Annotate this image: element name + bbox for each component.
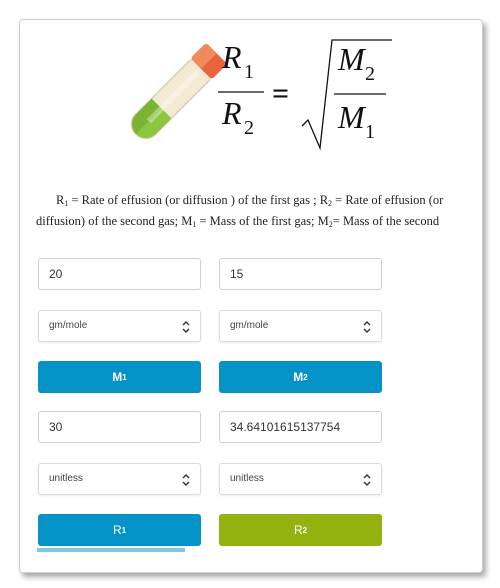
- chevron-up-down-icon: [181, 320, 191, 334]
- description-line-2: diffusion) of the second gas; $M_1$ = Mass of the first gas; $M_2=$ Mass of the second: [36, 214, 440, 229]
- m1-input[interactable]: [39, 259, 200, 289]
- m1-unit-value: gm/mole: [49, 320, 88, 331]
- variable-description: [20, 190, 482, 234]
- chevron-up-down-icon: [181, 473, 191, 487]
- chevron-up-down-icon: [362, 320, 372, 334]
- test-tube-icon: [125, 43, 227, 145]
- r2-input-field[interactable]: [219, 411, 382, 443]
- formula-r-numerator: R: [222, 39, 242, 75]
- formula-r-denominator-sub: 2: [244, 117, 254, 139]
- m2-button[interactable]: M 2: [219, 361, 382, 393]
- formula-header: [20, 20, 482, 180]
- r2-unit-value: unitless: [230, 473, 264, 484]
- formula-equals: =: [272, 77, 290, 110]
- r1-unit-select[interactable]: [38, 463, 201, 495]
- formula-m-denominator-sub: 1: [365, 121, 375, 143]
- r2-unit-select[interactable]: [219, 463, 382, 495]
- m2-unit-select[interactable]: [219, 310, 382, 342]
- chevron-up-down-icon: [362, 473, 372, 487]
- m2-unit-value: gm/mole: [230, 320, 269, 331]
- r1-unit-value: unitless: [49, 473, 83, 484]
- formula-m-denominator: M: [338, 99, 365, 135]
- r2-input[interactable]: [220, 412, 381, 442]
- formula-r-denominator: R: [222, 95, 242, 131]
- r1-input[interactable]: [39, 412, 200, 442]
- r1-button[interactable]: R 1: [38, 514, 201, 546]
- formula-r-numerator-sub: 1: [244, 61, 254, 83]
- calculator-card: [19, 19, 483, 573]
- m2-input-field[interactable]: [219, 258, 382, 290]
- description-line-1: $R_1$ = Rate of effusion (or diffusion ) of the first gas ; $R_2$ = Rate of effusion (or: [56, 193, 444, 208]
- m2-input[interactable]: [220, 259, 381, 289]
- formula-m-numerator-sub: 2: [365, 63, 375, 85]
- formula-m-numerator: M: [338, 41, 365, 77]
- formula-graphic: [20, 20, 482, 180]
- m1-input-field[interactable]: [38, 258, 201, 290]
- r1-input-field[interactable]: [38, 411, 201, 443]
- m1-unit-select[interactable]: [38, 310, 201, 342]
- r2-button[interactable]: R 2: [219, 514, 382, 546]
- m1-button[interactable]: M 1: [38, 361, 201, 393]
- active-indicator-bar: [37, 548, 185, 552]
